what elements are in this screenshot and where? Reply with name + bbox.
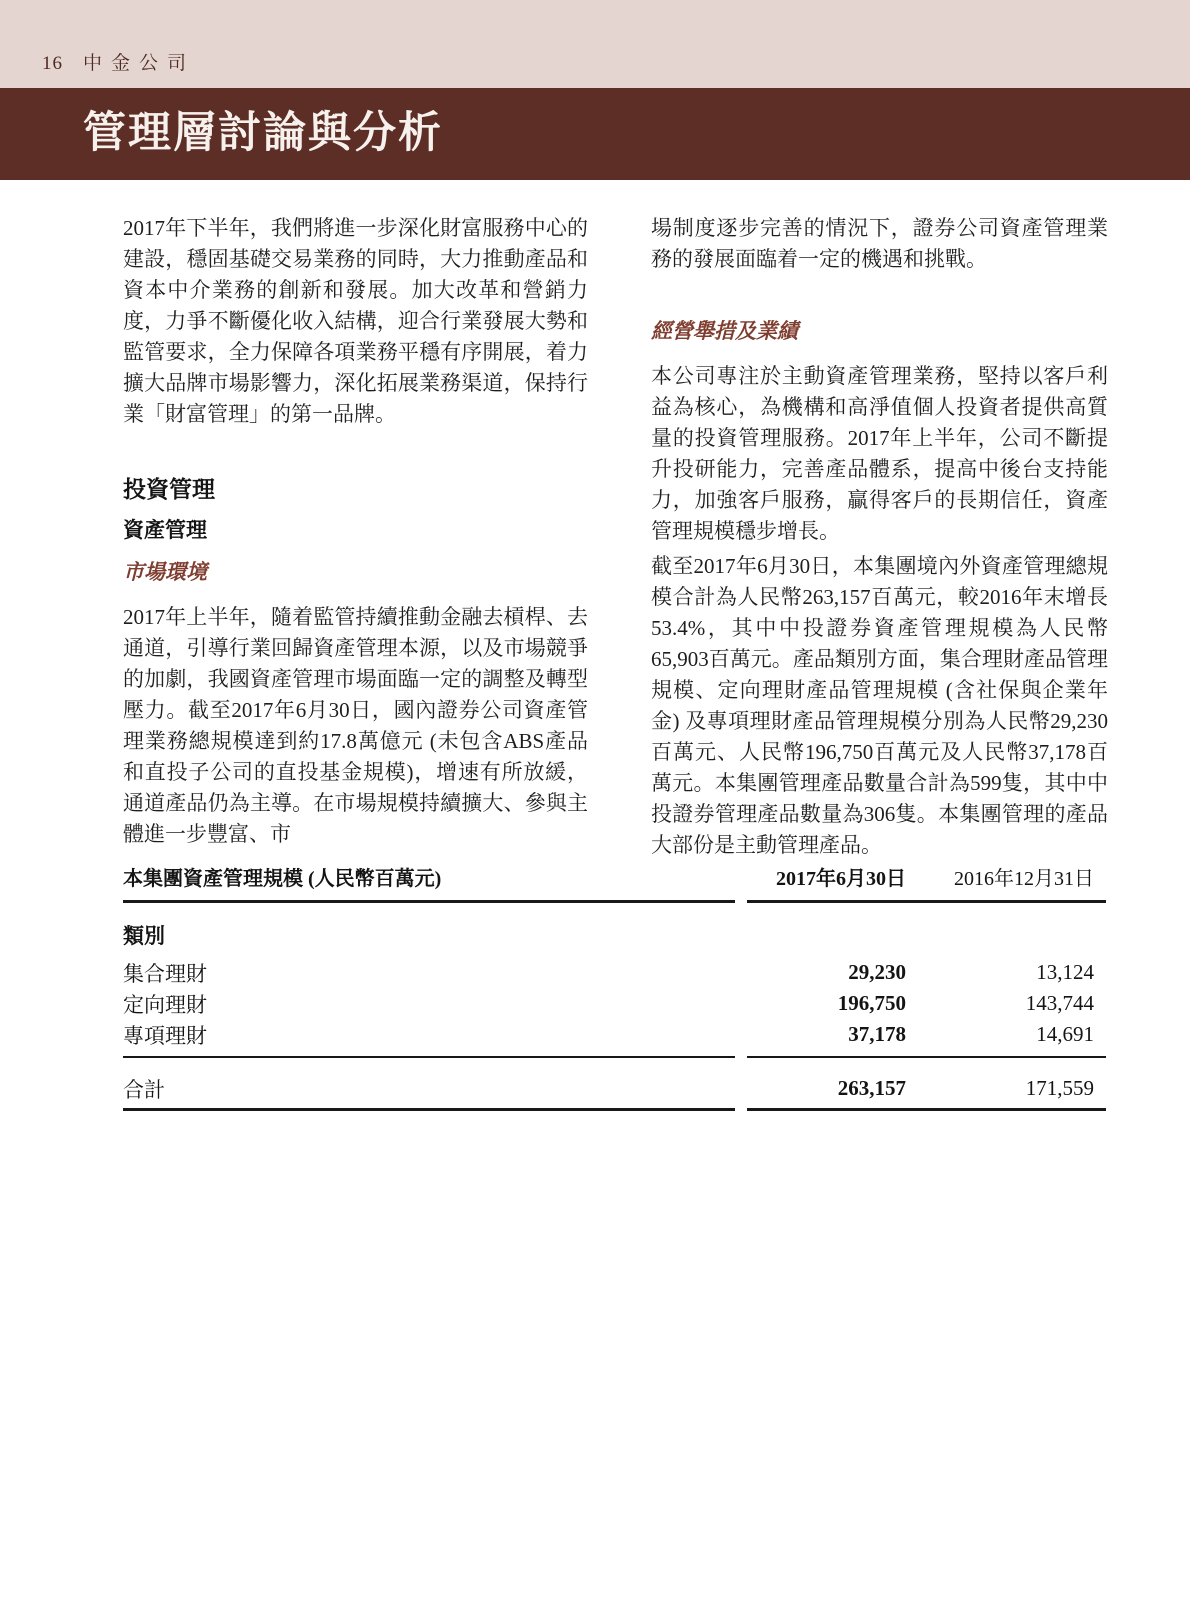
left-paragraph-market: 2017年上半年，隨着監管持續推動金融去槓桿、去通道，引導行業回歸資產管理本源，以及市場競爭的加劇，我國資產管理市場面臨一定的調整及轉型壓力。截至2017年6月30日，國內證券公司資產管理業務總規模達到約17.8萬億元 (未包含ABS產品和直投子公司的直投基金規模)，增速有所放緩，通道產品仍為主導。在市場規模持續擴大、參與主體進一步豐富、市 — [123, 605, 588, 846]
right-paragraph-aum-detail: 截至2017年6月30日，本集團境內外資產管理總規模合計為人民幣263,157百萬元，較2016年末增長53.4%，其中中投證券資產管理規模為人民幣65,903百萬元。產品類別方面，集合理財產品管理規模、定向理財產品管理規模 (含社保與企業年金) 及專項理財產品管理規模分別為人民幣29,230百萬元、人民幣196,750百萬元及人民幣37,178百萬元。本集團管理產品數量合計為599隻，其中中投證券管理產品數量為306隻。本集團管理的產品大部份是主動管理產品。 — [651, 554, 1108, 857]
category-label: 類別 — [123, 924, 165, 948]
aum-table — [123, 862, 1106, 1111]
total-value-2016: 171,559 — [1025, 1076, 1094, 1100]
row-value-2017: 196,750 — [837, 991, 906, 1015]
table-row — [123, 988, 1106, 1019]
right-paragraph-market-cont: 場制度逐步完善的情況下，證券公司資產管理業務的發展面臨着一定的機遇和挑戰。 — [651, 216, 1108, 271]
left-paragraph-outlook: 2017年下半年，我們將進一步深化財富服務中心的建設，穩固基礎交易業務的同時，大力推動產品和資本中介業務的創新和發展。加大改革和營銷力度，力爭不斷優化收入結構，迎合行業發展大勢和監管要求，全力保障各項業務平穩有序開展，着力擴大品牌市場影響力，深化拓展業務渠道，保持行業「財富管理」的第一品牌。 — [123, 216, 588, 426]
aum-table-title: 本集團資產管理規模 (人民幣百萬元) — [123, 868, 442, 890]
total-value-2017: 263,157 — [837, 1076, 906, 1100]
aum-table-header-row — [123, 862, 1106, 900]
row-label: 定向理財 — [123, 992, 207, 1017]
heading-investment-management: 投資管理 — [123, 477, 215, 502]
row-label: 專項理財 — [123, 1023, 207, 1048]
row-value-2016: 14,691 — [1036, 1022, 1094, 1046]
heading-operations-results: 經營舉措及業績 — [651, 319, 798, 343]
page-header-text — [42, 48, 195, 75]
table-mid-rule — [123, 1056, 1106, 1058]
heading-market-environment: 市場環境 — [123, 560, 207, 584]
total-label: 合計 — [123, 1077, 165, 1102]
row-value-2016: 143,744 — [1025, 991, 1094, 1015]
row-value-2016: 13,124 — [1036, 960, 1094, 984]
section-banner — [0, 88, 1190, 180]
heading-asset-management: 資產管理 — [123, 518, 207, 542]
section-title: 管理層討論與分析 — [83, 110, 443, 157]
column-header-2017: 2017年6月30日 — [776, 868, 906, 890]
row-value-2017: 37,178 — [848, 1022, 906, 1046]
company-name: 中金公司 — [83, 53, 196, 74]
table-bottom-rule — [123, 1108, 1106, 1111]
table-row — [123, 957, 1106, 988]
right-paragraph-operations: 本公司專注於主動資產管理業務，堅持以客戶利益為核心，為機構和高淨值個人投資者提供高質量的投資管理服務。2017年上半年，公司不斷提升投研能力，完善產品體系，提高中後台支持能力，加強客戶服務，贏得客戶的長期信任，資產管理規模穩步增長。 — [651, 364, 1108, 543]
page-number: 16 — [42, 53, 63, 74]
row-label: 集合理財 — [123, 961, 207, 986]
page-header-strip — [0, 0, 1190, 88]
row-value-2017: 29,230 — [848, 960, 906, 984]
table-total-row — [123, 1073, 1106, 1104]
table-row — [123, 1019, 1106, 1050]
column-header-2016: 2016年12月31日 — [954, 868, 1094, 890]
table-header-rule — [123, 900, 1106, 903]
